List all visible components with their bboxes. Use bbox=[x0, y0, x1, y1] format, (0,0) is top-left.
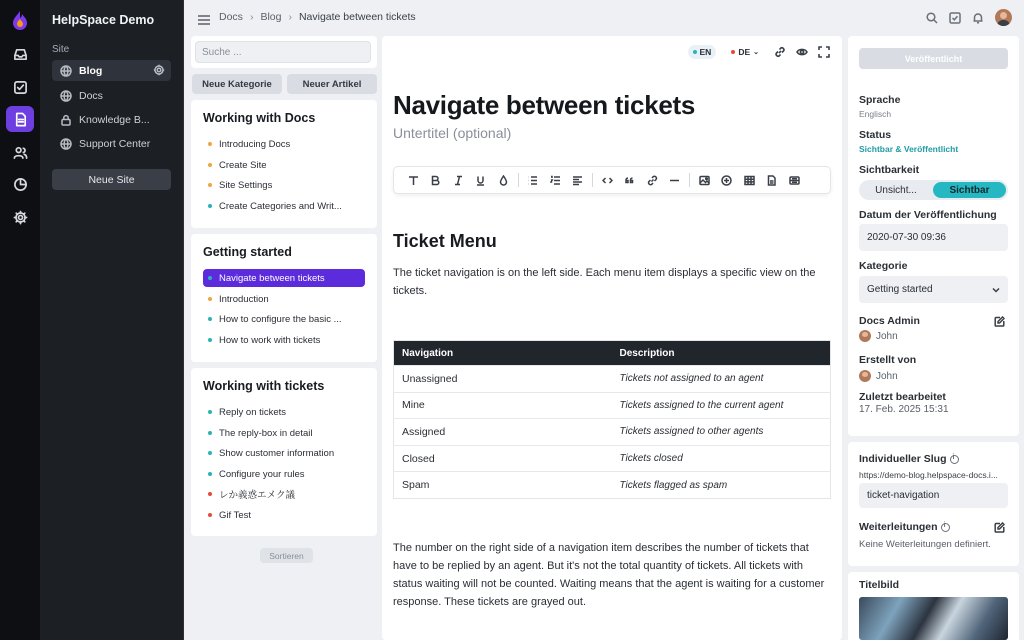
breadcrumb-item[interactable]: Docs bbox=[219, 11, 243, 23]
docs-admin-label: Docs Admin bbox=[859, 315, 920, 327]
language-code: EN bbox=[699, 47, 712, 57]
app-title: HelpSpace Demo bbox=[52, 13, 155, 27]
search-container bbox=[191, 36, 377, 68]
bell-icon[interactable] bbox=[972, 12, 984, 24]
slug-input[interactable]: ticket-navigation bbox=[859, 483, 1008, 508]
chevron-down-icon: ⌄ bbox=[753, 49, 759, 56]
language-de-pill[interactable] bbox=[726, 45, 764, 59]
search-input[interactable]: Suche ... bbox=[195, 41, 371, 63]
new-category-button[interactable]: Neue Kategorie bbox=[192, 74, 282, 94]
table-cell: Closed bbox=[394, 445, 612, 472]
globe-icon bbox=[60, 65, 72, 77]
site-item-blog[interactable] bbox=[52, 60, 171, 81]
created-by-label: Erstellt von bbox=[859, 354, 917, 366]
created-by-user bbox=[859, 370, 898, 382]
cover-image[interactable] bbox=[859, 597, 1008, 640]
site-panel bbox=[40, 0, 184, 640]
table-cell: Tickets closed bbox=[612, 445, 831, 472]
category-title[interactable]: Working with tickets bbox=[203, 379, 325, 393]
user-avatar bbox=[859, 370, 871, 382]
cover-image-label: Titelbild bbox=[859, 579, 900, 591]
subtitle-input[interactable]: Untertitel (optional) bbox=[393, 125, 512, 141]
fullscreen-icon[interactable] bbox=[818, 46, 830, 58]
table-cell: Tickets flagged as spam bbox=[612, 472, 831, 499]
page-title[interactable]: Navigate between tickets bbox=[393, 90, 696, 120]
redirects-label-wrap bbox=[859, 521, 950, 533]
top-bar bbox=[184, 0, 1024, 35]
edit-admin-icon[interactable] bbox=[994, 314, 1005, 332]
doc-item[interactable]: Gif Test bbox=[203, 506, 365, 524]
category-card bbox=[191, 234, 377, 362]
site-item-docs[interactable] bbox=[52, 85, 171, 106]
reports-icon[interactable] bbox=[6, 171, 34, 197]
new-site-button[interactable]: Neue Site bbox=[52, 169, 171, 190]
site-settings-gear-icon[interactable] bbox=[153, 64, 165, 76]
sort-button[interactable]: Sortieren bbox=[260, 548, 313, 563]
embed-icon[interactable] bbox=[783, 175, 806, 186]
document-icon[interactable] bbox=[761, 175, 784, 186]
ordered-list-icon[interactable] bbox=[544, 175, 567, 186]
outro-paragraph[interactable]: The number on the right side of a navigation item describes the number of tickets that have to be replied by an agent. But it's not the total quantity of tickets. All tickets with status waiting will not be counted. Waiting means that the agent is waiting for a customer response. These tickets are grayed out. bbox=[393, 542, 825, 608]
doc-item-active[interactable]: Navigate between tickets bbox=[203, 269, 365, 287]
status-value: Sichtbar & Veröffentlicht bbox=[859, 144, 959, 154]
table-row[interactable] bbox=[394, 419, 831, 446]
table-cell: Tickets assigned to the current agent bbox=[612, 392, 831, 419]
underline-icon[interactable] bbox=[470, 175, 493, 186]
bold-icon[interactable] bbox=[425, 175, 448, 186]
hamburger-menu-icon[interactable] bbox=[198, 12, 210, 30]
site-item-label: Blog bbox=[79, 64, 103, 77]
top-actions bbox=[926, 9, 1012, 26]
chevron-down-icon bbox=[992, 286, 1000, 294]
status-label: Status bbox=[859, 129, 892, 141]
language-label: Sprache bbox=[859, 94, 901, 106]
docs-icon[interactable] bbox=[6, 106, 34, 132]
add-circle-icon[interactable] bbox=[716, 175, 739, 186]
lock-icon bbox=[60, 114, 72, 126]
chevron-right-icon: › bbox=[249, 11, 254, 23]
slug-label: Individueller Slug bbox=[859, 453, 947, 465]
info-icon[interactable] bbox=[950, 455, 959, 464]
site-item-knowledge-base[interactable] bbox=[52, 109, 171, 130]
settings-icon[interactable] bbox=[6, 204, 34, 230]
table-header: Navigation bbox=[394, 341, 612, 366]
table-row[interactable] bbox=[394, 366, 831, 393]
site-item-label: Support Center bbox=[79, 137, 151, 150]
category-select[interactable] bbox=[859, 276, 1008, 303]
doc-item[interactable]: How to configure the basic ... bbox=[203, 310, 365, 328]
user-avatar[interactable] bbox=[995, 9, 1012, 26]
category-title[interactable]: Working with Docs bbox=[203, 111, 316, 125]
site-section-label: Site bbox=[52, 44, 70, 55]
doc-item[interactable]: Create Site bbox=[203, 156, 365, 174]
chevron-right-icon: › bbox=[288, 11, 292, 23]
breadcrumb bbox=[219, 11, 416, 23]
visibility-option-visible[interactable]: Sichtbar bbox=[933, 182, 1006, 198]
publish-date-input[interactable]: 2020-07-30 09:36 bbox=[859, 224, 1008, 251]
doc-item[interactable]: Configure your rules bbox=[203, 465, 365, 483]
site-item-label: Docs bbox=[79, 89, 103, 102]
slug-card bbox=[848, 442, 1019, 566]
category-select-value: Getting started bbox=[867, 284, 933, 295]
doc-item[interactable]: Reply on tickets bbox=[203, 403, 365, 421]
tasks-check-icon[interactable] bbox=[949, 12, 961, 24]
bullet-list-icon[interactable] bbox=[522, 175, 545, 186]
eye-icon[interactable] bbox=[796, 46, 808, 58]
table-icon[interactable] bbox=[738, 175, 761, 186]
toolbar-divider bbox=[592, 173, 593, 187]
publish-date-label: Datum der Veröffentlichung bbox=[859, 209, 997, 221]
slug-url: https://demo-blog.helpspace-docs.i... bbox=[859, 470, 998, 480]
doc-item[interactable]: Create Categories and Writ... bbox=[203, 197, 365, 215]
redirects-value: Keine Weiterleitungen definiert. bbox=[859, 539, 991, 550]
doc-item[interactable]: Introduction bbox=[203, 290, 365, 308]
app-logo-icon[interactable] bbox=[11, 10, 29, 30]
language-dot bbox=[693, 50, 697, 54]
table-row[interactable] bbox=[394, 472, 831, 499]
table-cell: Tickets assigned to other agents bbox=[612, 419, 831, 446]
table-header: Description bbox=[612, 341, 831, 366]
doc-item[interactable]: The reply-box in detail bbox=[203, 424, 365, 442]
language-dot bbox=[731, 50, 735, 54]
visibility-label: Sichtbarkeit bbox=[859, 164, 920, 176]
quote-icon[interactable] bbox=[619, 175, 642, 186]
tasks-icon[interactable] bbox=[6, 74, 34, 100]
site-item-support-center[interactable] bbox=[52, 133, 171, 154]
admin-user-name: John bbox=[876, 330, 898, 342]
toolbar-divider bbox=[689, 173, 690, 187]
users-icon[interactable] bbox=[6, 139, 34, 165]
table-row[interactable] bbox=[394, 445, 831, 472]
category-card bbox=[191, 368, 377, 536]
user-avatar bbox=[859, 330, 871, 342]
link-icon[interactable] bbox=[774, 46, 786, 58]
last-edited-label: Zuletzt bearbeitet bbox=[859, 391, 946, 403]
category-label: Kategorie bbox=[859, 260, 908, 272]
table-row[interactable] bbox=[394, 392, 831, 419]
intro-paragraph[interactable]: The ticket navigation is on the left side. Each menu item displays a specific view on the tickets. bbox=[393, 267, 816, 297]
slug-label-wrap bbox=[859, 453, 959, 465]
section-heading[interactable]: Ticket Menu bbox=[393, 231, 497, 251]
formatting-toolbar bbox=[393, 166, 831, 194]
doc-item[interactable]: Site Settings bbox=[203, 176, 365, 194]
category-title[interactable]: Getting started bbox=[203, 245, 292, 259]
search-icon[interactable] bbox=[926, 12, 938, 24]
language-value: Englisch bbox=[859, 109, 892, 119]
color-drop-icon[interactable] bbox=[492, 175, 515, 186]
doc-item[interactable]: レか義惑エメク議 bbox=[203, 485, 365, 503]
image-icon[interactable] bbox=[693, 175, 716, 186]
doc-item[interactable]: Show customer information bbox=[203, 444, 365, 462]
created-by-name: John bbox=[876, 370, 898, 382]
admin-user bbox=[859, 330, 898, 342]
doc-item[interactable]: Introducing Docs bbox=[203, 135, 365, 153]
code-icon[interactable] bbox=[596, 175, 619, 186]
site-item-label: Knowledge B... bbox=[79, 113, 150, 126]
link-icon[interactable] bbox=[641, 175, 664, 186]
last-edited-value: 17. Feb. 2025 15:31 bbox=[859, 404, 949, 415]
visibility-toggle[interactable] bbox=[859, 180, 1008, 200]
table-cell: Spam bbox=[394, 472, 612, 499]
breadcrumb-item[interactable]: Blog bbox=[260, 11, 282, 23]
table-cell: Assigned bbox=[394, 419, 612, 446]
text-style-icon[interactable] bbox=[402, 175, 425, 186]
table-cell: Unassigned bbox=[394, 366, 612, 393]
visibility-option-hidden[interactable]: Unsicht... bbox=[875, 184, 917, 196]
icon-rail bbox=[0, 0, 40, 640]
globe-icon bbox=[60, 138, 72, 150]
align-icon[interactable] bbox=[567, 175, 590, 186]
category-card bbox=[191, 100, 377, 228]
table-cell: Tickets not assigned to an agent bbox=[612, 366, 831, 393]
table-cell: Mine bbox=[394, 392, 612, 419]
editor bbox=[382, 36, 842, 640]
toolbar-divider bbox=[518, 173, 519, 187]
info-icon[interactable] bbox=[941, 523, 950, 532]
language-code: DE bbox=[738, 47, 751, 57]
redirects-label: Weiterleitungen bbox=[859, 521, 938, 533]
new-article-button[interactable]: Neuer Artikel bbox=[287, 74, 377, 94]
ticket-menu-table bbox=[393, 340, 831, 499]
publish-button[interactable]: Veröffentlicht bbox=[859, 48, 1008, 69]
breadcrumb-current: Navigate between tickets bbox=[298, 11, 416, 23]
editor-toolbar bbox=[688, 45, 831, 59]
edit-redirects-icon[interactable] bbox=[994, 520, 1005, 538]
italic-icon[interactable] bbox=[447, 175, 470, 186]
inbox-icon[interactable] bbox=[6, 41, 34, 67]
doc-item[interactable]: How to work with tickets bbox=[203, 331, 365, 349]
publish-card bbox=[848, 36, 1019, 436]
horizontal-rule-icon[interactable] bbox=[664, 175, 687, 186]
table-header-row bbox=[394, 341, 831, 366]
globe-icon bbox=[60, 90, 72, 102]
language-en-pill[interactable] bbox=[688, 45, 717, 59]
